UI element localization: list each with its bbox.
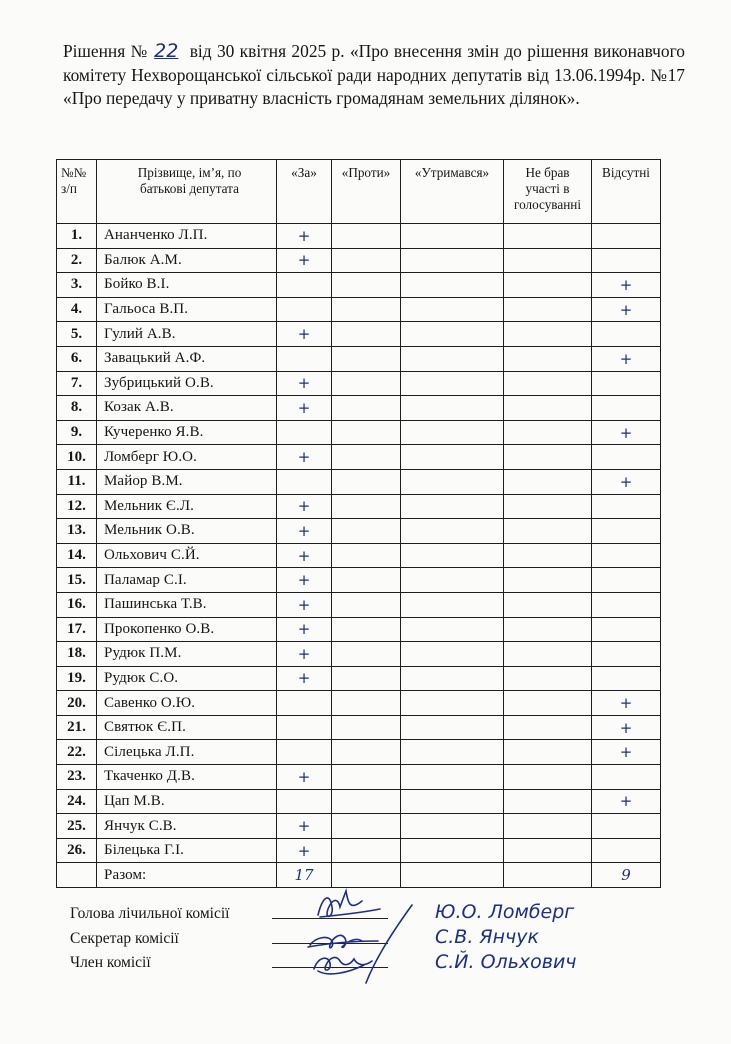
row-number: 1.	[57, 224, 97, 249]
vote-for-mark: +	[277, 519, 332, 544]
not-voting-cell	[504, 371, 592, 396]
role-secretary: Секретар комісії	[70, 929, 179, 947]
vote-for-mark: +	[277, 494, 332, 519]
not-voting-cell	[504, 494, 592, 519]
vote-against-cell	[332, 789, 401, 814]
deputy-name: Ткаченко Д.В.	[97, 765, 277, 790]
not-voting-cell	[504, 346, 592, 371]
table-row	[57, 691, 661, 716]
total-number-cell	[57, 863, 97, 888]
table-row	[57, 740, 661, 765]
vote-for-mark	[277, 469, 332, 494]
not-voting-cell	[504, 297, 592, 322]
deputy-name: Козак А.В.	[97, 396, 277, 421]
absent-mark	[592, 371, 661, 396]
table-row	[57, 445, 661, 470]
absent-mark	[592, 642, 661, 667]
absent-mark	[592, 765, 661, 790]
deputy-name: Рудюк С.О.	[97, 666, 277, 691]
deputy-name: Ольхович С.Й.	[97, 543, 277, 568]
deputy-name: Святюк Є.П.	[97, 715, 277, 740]
vote-against-cell	[332, 519, 401, 544]
vote-for-mark	[277, 297, 332, 322]
row-number: 6.	[57, 346, 97, 371]
deputy-name: Рудюк П.М.	[97, 642, 277, 667]
vote-against-cell	[332, 814, 401, 839]
total-row	[57, 863, 661, 888]
absent-mark: +	[592, 715, 661, 740]
vote-against-cell	[332, 543, 401, 568]
table-row	[57, 224, 661, 249]
vote-for-mark	[277, 273, 332, 298]
col-against: «Проти»	[332, 160, 401, 224]
handwritten-signatures	[300, 885, 600, 995]
table-row	[57, 469, 661, 494]
table-row	[57, 297, 661, 322]
row-number: 4.	[57, 297, 97, 322]
table-row	[57, 494, 661, 519]
table-row	[57, 371, 661, 396]
vote-against-cell	[332, 666, 401, 691]
not-voting-cell	[504, 568, 592, 593]
deputy-name: Паламар С.І.	[97, 568, 277, 593]
row-number: 2.	[57, 248, 97, 273]
deputy-name: Зубрицький О.В.	[97, 371, 277, 396]
vote-for-mark	[277, 740, 332, 765]
table-row	[57, 715, 661, 740]
deputy-name: Прокопенко О.В.	[97, 617, 277, 642]
absent-mark	[592, 248, 661, 273]
vote-for-mark: +	[277, 224, 332, 249]
absent-mark	[592, 592, 661, 617]
row-number: 20.	[57, 691, 97, 716]
vote-against-cell	[332, 248, 401, 273]
deputy-name: Балюк А.М.	[97, 248, 277, 273]
vote-for-mark: +	[277, 371, 332, 396]
vote-for-mark: +	[277, 396, 332, 421]
total-absent: 9	[592, 863, 661, 888]
absent-mark: +	[592, 469, 661, 494]
col-name: Прізвище, ім’я, по батькові депутата	[97, 160, 277, 224]
absent-mark: +	[592, 420, 661, 445]
vote-against-cell	[332, 346, 401, 371]
not-voting-cell	[504, 543, 592, 568]
vote-abstain-cell	[401, 691, 504, 716]
vote-for-mark: +	[277, 617, 332, 642]
signature-scribble-1	[318, 891, 380, 917]
not-voting-cell	[504, 838, 592, 863]
vote-abstain-cell	[401, 445, 504, 470]
total-abstain	[401, 863, 504, 888]
vote-abstain-cell	[401, 519, 504, 544]
vote-abstain-cell	[401, 568, 504, 593]
row-number: 3.	[57, 273, 97, 298]
vote-abstain-cell	[401, 469, 504, 494]
vote-against-cell	[332, 322, 401, 347]
table-row	[57, 519, 661, 544]
vote-for-mark: +	[277, 248, 332, 273]
vote-abstain-cell	[401, 642, 504, 667]
deputy-name: Савенко О.Ю.	[97, 691, 277, 716]
col-not-voting: Не брав участі в голосуванні	[504, 160, 592, 224]
vote-against-cell	[332, 371, 401, 396]
row-number: 16.	[57, 592, 97, 617]
table-row	[57, 617, 661, 642]
table-row	[57, 592, 661, 617]
row-number: 17.	[57, 617, 97, 642]
not-voting-cell	[504, 224, 592, 249]
not-voting-cell	[504, 469, 592, 494]
vote-against-cell	[332, 469, 401, 494]
decision-number: 22	[154, 40, 179, 62]
deputy-name: Сілецька Л.П.	[97, 740, 277, 765]
table-row	[57, 789, 661, 814]
vote-for-mark: +	[277, 445, 332, 470]
table-row	[57, 838, 661, 863]
row-number: 18.	[57, 642, 97, 667]
row-number: 15.	[57, 568, 97, 593]
total-not-voting	[504, 863, 592, 888]
table-row	[57, 642, 661, 667]
signature-name-1: Ю.О. Ломберг	[435, 901, 575, 923]
vote-abstain-cell	[401, 715, 504, 740]
vote-against-cell	[332, 396, 401, 421]
vote-abstain-cell	[401, 322, 504, 347]
signature-scribble-3	[314, 958, 372, 974]
table-row	[57, 322, 661, 347]
not-voting-cell	[504, 445, 592, 470]
table-row	[57, 543, 661, 568]
vote-against-cell	[332, 765, 401, 790]
row-number: 10.	[57, 445, 97, 470]
absent-mark: +	[592, 740, 661, 765]
heading-prefix: Рішення №	[63, 41, 149, 61]
vote-for-mark: +	[277, 592, 332, 617]
vote-abstain-cell	[401, 420, 504, 445]
col-for: «За»	[277, 160, 332, 224]
deputy-name: Гальоса В.П.	[97, 297, 277, 322]
row-number: 23.	[57, 765, 97, 790]
vote-against-cell	[332, 592, 401, 617]
table-header-row	[57, 160, 661, 224]
vote-abstain-cell	[401, 814, 504, 839]
vote-abstain-cell	[401, 494, 504, 519]
deputy-name: Бойко В.І.	[97, 273, 277, 298]
not-voting-cell	[504, 765, 592, 790]
vote-against-cell	[332, 715, 401, 740]
row-number: 26.	[57, 838, 97, 863]
vote-abstain-cell	[401, 248, 504, 273]
vote-for-mark: +	[277, 543, 332, 568]
not-voting-cell	[504, 420, 592, 445]
vote-for-mark	[277, 691, 332, 716]
deputy-name: Білецька Г.І.	[97, 838, 277, 863]
signature-divider-stroke	[366, 905, 412, 983]
vote-for-mark: +	[277, 642, 332, 667]
total-for: 17	[277, 863, 332, 888]
row-number: 21.	[57, 715, 97, 740]
absent-mark	[592, 617, 661, 642]
absent-mark: +	[592, 789, 661, 814]
col-number: №№ з/п	[57, 160, 97, 224]
voting-table	[56, 159, 661, 888]
not-voting-cell	[504, 642, 592, 667]
table-row	[57, 765, 661, 790]
absent-mark	[592, 396, 661, 421]
table-row	[57, 273, 661, 298]
vote-abstain-cell	[401, 273, 504, 298]
table-body	[57, 224, 661, 863]
table-row	[57, 248, 661, 273]
not-voting-cell	[504, 396, 592, 421]
total-against	[332, 863, 401, 888]
deputy-name: Кучеренко Я.В.	[97, 420, 277, 445]
not-voting-cell	[504, 789, 592, 814]
col-abstain: «Утримався»	[401, 160, 504, 224]
vote-against-cell	[332, 568, 401, 593]
not-voting-cell	[504, 248, 592, 273]
row-number: 11.	[57, 469, 97, 494]
vote-abstain-cell	[401, 765, 504, 790]
heading-text: від 30 квітня 2025 р. «Про внесення змін до рішення виконавчого комітету Нехворощанської сільської ради народних депутатів від 13.06.1994р. №17 «Про передачу у приватну власність громадянам земельних ділянок».	[63, 41, 686, 108]
not-voting-cell	[504, 666, 592, 691]
deputy-name: Майор В.М.	[97, 469, 277, 494]
row-number: 25.	[57, 814, 97, 839]
vote-against-cell	[332, 838, 401, 863]
vote-for-mark: +	[277, 814, 332, 839]
vote-against-cell	[332, 420, 401, 445]
absent-mark: +	[592, 691, 661, 716]
absent-mark	[592, 519, 661, 544]
not-voting-cell	[504, 322, 592, 347]
decision-heading	[63, 40, 685, 111]
row-number: 7.	[57, 371, 97, 396]
vote-abstain-cell	[401, 224, 504, 249]
row-number: 24.	[57, 789, 97, 814]
vote-against-cell	[332, 691, 401, 716]
absent-mark	[592, 494, 661, 519]
table-row	[57, 814, 661, 839]
vote-abstain-cell	[401, 592, 504, 617]
signature-name-3: С.Й. Ольхович	[435, 951, 577, 973]
row-number: 13.	[57, 519, 97, 544]
row-number: 14.	[57, 543, 97, 568]
vote-for-mark: +	[277, 838, 332, 863]
vote-for-mark	[277, 715, 332, 740]
absent-mark: +	[592, 273, 661, 298]
vote-against-cell	[332, 297, 401, 322]
role-member: Член комісії	[70, 954, 151, 971]
vote-for-mark	[277, 789, 332, 814]
table-row	[57, 568, 661, 593]
deputy-name: Гулий А.В.	[97, 322, 277, 347]
role-chair: Голова лічильної комісії	[70, 905, 230, 922]
deputy-name: Мельник О.В.	[97, 519, 277, 544]
absent-mark	[592, 445, 661, 470]
table-row	[57, 396, 661, 421]
deputy-name: Ананченко Л.П.	[97, 224, 277, 249]
row-number: 22.	[57, 740, 97, 765]
vote-abstain-cell	[401, 740, 504, 765]
not-voting-cell	[504, 273, 592, 298]
vote-abstain-cell	[401, 838, 504, 863]
vote-abstain-cell	[401, 666, 504, 691]
total-label: Разом:	[97, 863, 277, 888]
absent-mark	[592, 814, 661, 839]
not-voting-cell	[504, 740, 592, 765]
row-number: 9.	[57, 420, 97, 445]
not-voting-cell	[504, 519, 592, 544]
vote-against-cell	[332, 273, 401, 298]
absent-mark	[592, 838, 661, 863]
col-absent: Відсутні	[592, 160, 661, 224]
deputy-name: Ломберг Ю.О.	[97, 445, 277, 470]
vote-for-mark: +	[277, 568, 332, 593]
vote-abstain-cell	[401, 346, 504, 371]
table-row	[57, 346, 661, 371]
vote-for-mark	[277, 346, 332, 371]
not-voting-cell	[504, 814, 592, 839]
vote-against-cell	[332, 445, 401, 470]
absent-mark	[592, 543, 661, 568]
deputy-name: Пашинська Т.В.	[97, 592, 277, 617]
vote-abstain-cell	[401, 371, 504, 396]
not-voting-cell	[504, 715, 592, 740]
deputy-name: Янчук С.В.	[97, 814, 277, 839]
table-row	[57, 420, 661, 445]
row-number: 19.	[57, 666, 97, 691]
vote-against-cell	[332, 642, 401, 667]
signature-block	[70, 902, 229, 976]
vote-abstain-cell	[401, 396, 504, 421]
absent-mark	[592, 224, 661, 249]
row-number: 12.	[57, 494, 97, 519]
absent-mark	[592, 322, 661, 347]
vote-abstain-cell	[401, 297, 504, 322]
absent-mark: +	[592, 297, 661, 322]
vote-against-cell	[332, 740, 401, 765]
row-number: 8.	[57, 396, 97, 421]
table-row	[57, 666, 661, 691]
vote-for-mark: +	[277, 765, 332, 790]
not-voting-cell	[504, 691, 592, 716]
not-voting-cell	[504, 592, 592, 617]
not-voting-cell	[504, 617, 592, 642]
vote-against-cell	[332, 494, 401, 519]
vote-for-mark: +	[277, 322, 332, 347]
absent-mark: +	[592, 346, 661, 371]
vote-against-cell	[332, 617, 401, 642]
absent-mark	[592, 568, 661, 593]
vote-against-cell	[332, 224, 401, 249]
vote-for-mark: +	[277, 666, 332, 691]
deputy-name: Завацький А.Ф.	[97, 346, 277, 371]
row-number: 5.	[57, 322, 97, 347]
vote-abstain-cell	[401, 543, 504, 568]
absent-mark	[592, 666, 661, 691]
vote-abstain-cell	[401, 617, 504, 642]
vote-abstain-cell	[401, 789, 504, 814]
signature-scribble-2	[308, 935, 378, 947]
deputy-name: Цап М.В.	[97, 789, 277, 814]
deputy-name: Мельник Є.Л.	[97, 494, 277, 519]
vote-for-mark	[277, 420, 332, 445]
signature-name-2: С.В. Янчук	[435, 926, 539, 948]
